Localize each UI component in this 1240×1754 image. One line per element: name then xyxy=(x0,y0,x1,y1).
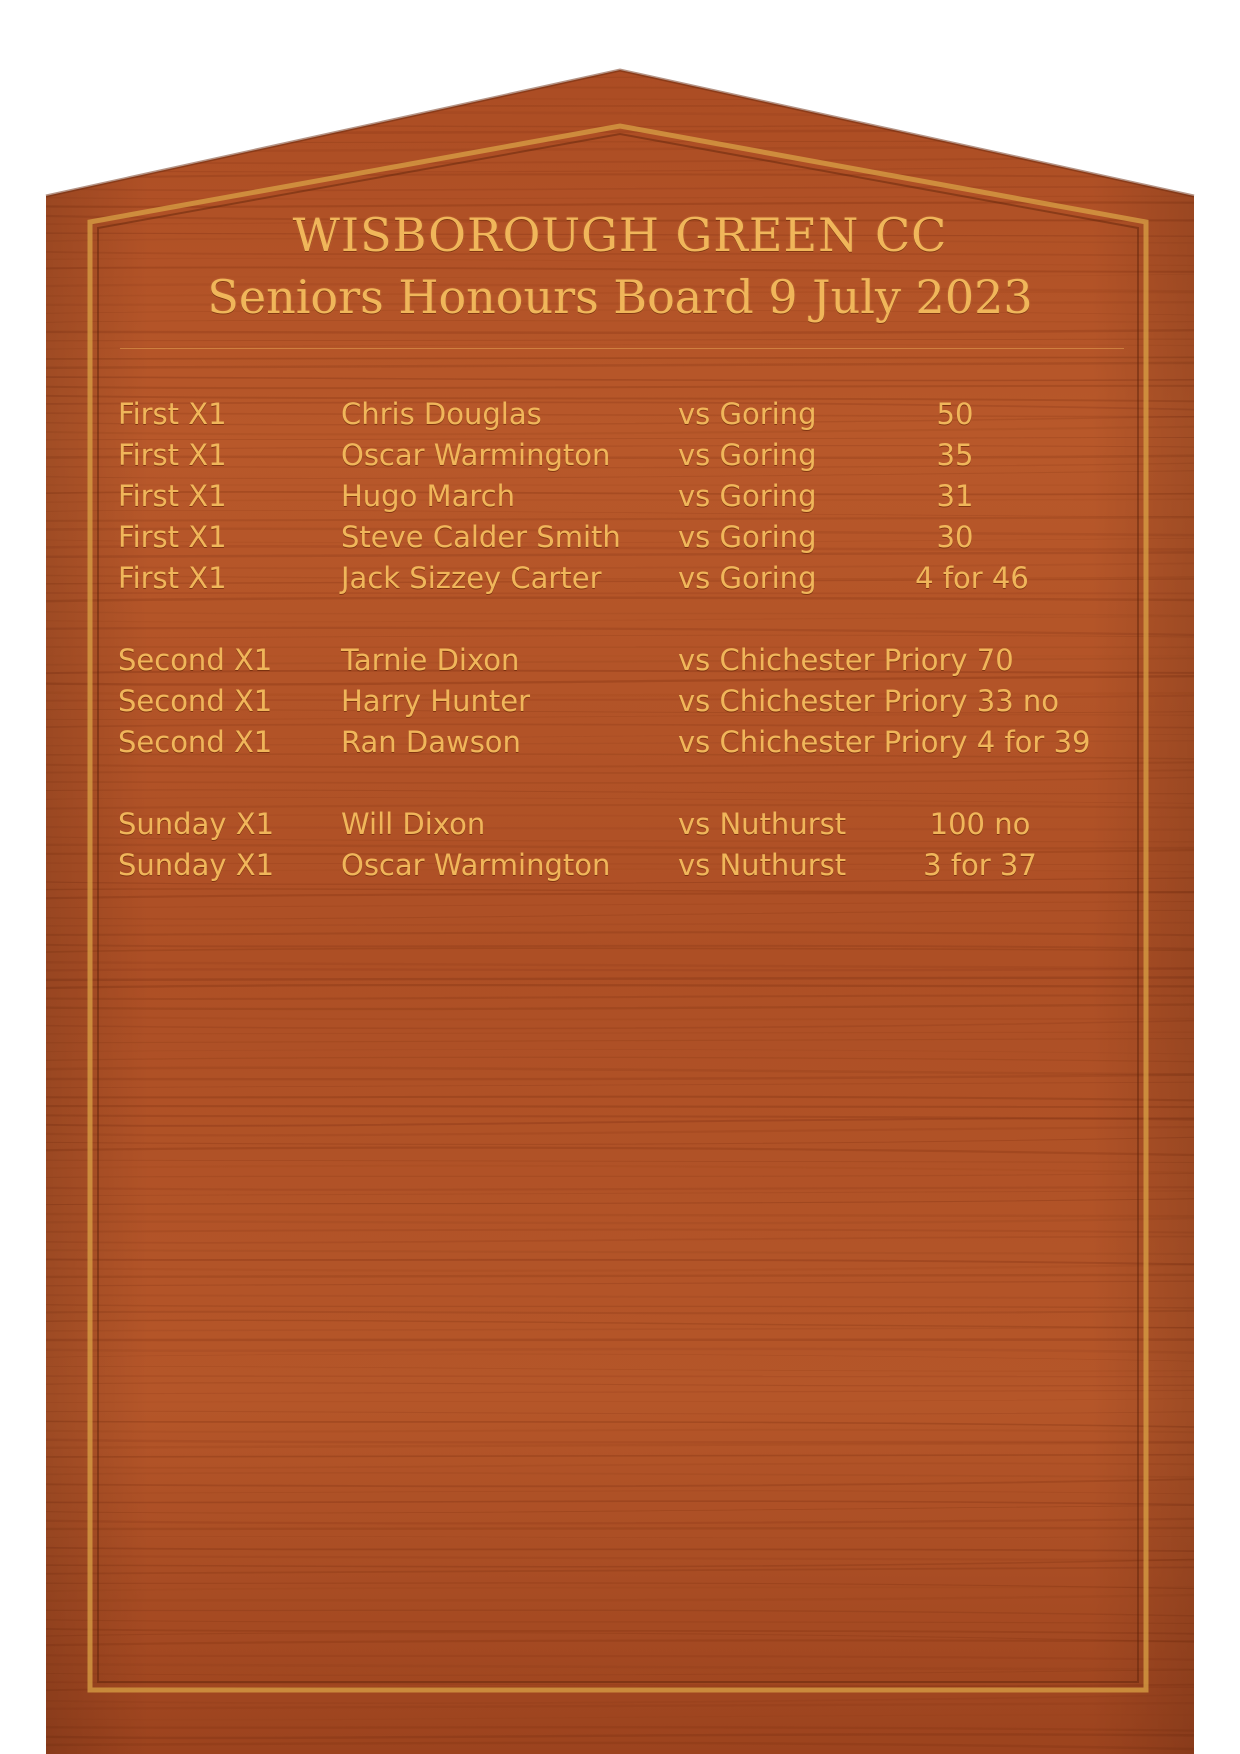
opponent-text: vs Goring xyxy=(678,397,817,431)
honours-row xyxy=(0,479,1240,517)
player-name: Ran Dawson xyxy=(341,725,521,759)
player-name: Chris Douglas xyxy=(341,397,542,431)
team-label: First X1 xyxy=(118,438,227,472)
score-text: 30 xyxy=(936,520,974,554)
team-label: Second X1 xyxy=(118,725,273,759)
opponent-text: vs Goring xyxy=(678,520,817,554)
honours-row xyxy=(0,397,1240,435)
player-name: Harry Hunter xyxy=(341,684,530,718)
honours-row xyxy=(0,807,1240,845)
opponent-text: vs Chichester Priory 4 for 39 xyxy=(678,725,1091,759)
club-name: WISBOROUGH GREEN CC xyxy=(292,208,948,262)
player-name: Jack Sizzey Carter xyxy=(341,561,602,595)
opponent-text: vs Goring xyxy=(678,438,817,472)
board-subtitle: Seniors Honours Board 9 July 2023 xyxy=(207,270,1033,324)
team-label: Sunday X1 xyxy=(118,848,275,882)
opponent-text: vs Chichester Priory 33 no xyxy=(678,684,1060,718)
player-name: Steve Calder Smith xyxy=(341,520,621,554)
honours-row xyxy=(0,643,1240,681)
score-text: 50 xyxy=(936,397,974,431)
team-label: Second X1 xyxy=(118,684,273,718)
score-text: 4 for 46 xyxy=(915,561,1029,595)
player-name: Oscar Warmington xyxy=(341,438,611,472)
honours-row xyxy=(0,561,1240,599)
team-label: Sunday X1 xyxy=(118,807,275,841)
honours-row xyxy=(0,725,1240,763)
player-name: Oscar Warmington xyxy=(341,848,611,882)
honours-row xyxy=(0,684,1240,722)
opponent-text: vs Goring xyxy=(678,561,817,595)
opponent-text: vs Nuthurst xyxy=(678,848,847,882)
team-label: First X1 xyxy=(118,561,227,595)
opponent-text: vs Goring xyxy=(678,479,817,513)
title-divider xyxy=(120,348,1124,349)
opponent-text: vs Nuthurst xyxy=(678,807,847,841)
opponent-text: vs Chichester Priory 70 xyxy=(678,643,1014,677)
honours-row xyxy=(0,848,1240,886)
player-name: Hugo March xyxy=(341,479,515,513)
honours-row xyxy=(0,520,1240,558)
team-label: Second X1 xyxy=(118,643,273,677)
score-text: 3 for 37 xyxy=(923,848,1037,882)
honours-row xyxy=(0,438,1240,476)
score-text: 31 xyxy=(936,479,974,513)
player-name: Will Dixon xyxy=(341,807,486,841)
score-text: 35 xyxy=(936,438,974,472)
team-label: First X1 xyxy=(118,520,227,554)
team-label: First X1 xyxy=(118,479,227,513)
player-name: Tarnie Dixon xyxy=(341,643,520,677)
score-text: 100 no xyxy=(929,807,1031,841)
team-label: First X1 xyxy=(118,397,227,431)
